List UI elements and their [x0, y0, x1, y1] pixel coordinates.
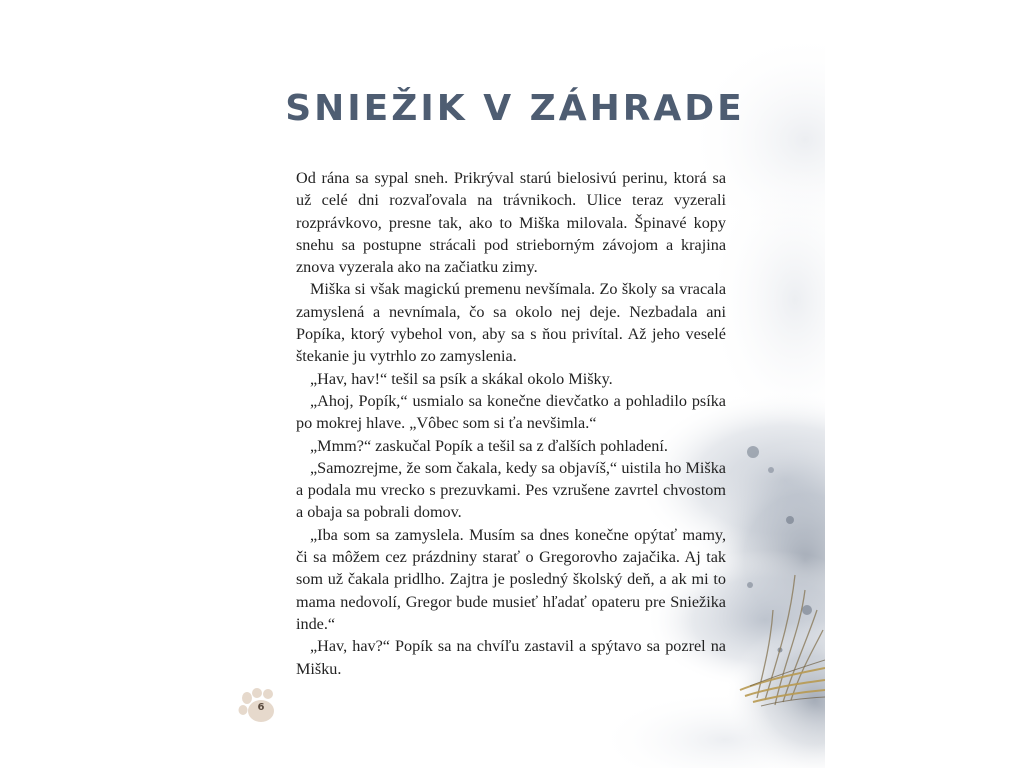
paragraph: „Hav, hav!“ tešil sa psík a skákal okolo Mišky.	[310, 369, 613, 388]
page-number: 6	[257, 702, 265, 713]
chapter-title: SNIEŽIK V ZÁHRADE	[285, 88, 745, 129]
paragraph: Miška si však magickú premenu nevšímala. Zo školy sa vracala zamyslená a nevnímala, čo sa okolo nej deje. Nezbadala ani Popíka, ktorý vybehol von, aby sa s ňou privítal. Až jeho veselé štekanie ju vytrhlo zo zamyslenia.	[296, 280, 726, 366]
paragraph: „Hav, hav?“ Popík sa na chvíľu zastavil a spýtavo sa pozrel na Mišku.	[296, 637, 726, 678]
paragraph: Od rána sa sypal sneh. Prikrýval starú bielosivú perinu, ktorá sa už celé dni rozvaľovala na trávnikoch. Ulice teraz vyzerali rozprávkovo, presne tak, ako to Miška milovala. Špinavé kopy snehu sa postupne strácali pod strieborným závojom a krajina znova vyzerala ako na začiatku zimy.	[296, 169, 726, 277]
page-number-badge	[238, 688, 278, 724]
paragraph: „Iba som sa zamyslela. Musím sa dnes konečne opýtať mamy, či sa môžem cez prázdniny starať o Gregorovho zajačika. Aj tak som už čakala pridlho. Zajtra je posledný školský deň, a ak mi to mama nedovolí, Gregor bude musieť hľadať opateru pre Sniežika inde.“	[296, 525, 726, 633]
book-page	[205, 0, 825, 768]
paragraph: „Mmm?“ zaskučal Popík a tešil sa z ďalších pohladení.	[310, 436, 668, 455]
paragraph: „Samozrejme, že som čakala, kedy sa objavíš,“ uistila ho Miška a podala mu vrecko s prezuvkami. Pes vzrušene zavrtel chvostom a obaja sa pobrali domov.	[296, 458, 726, 522]
story-text	[296, 167, 726, 680]
paragraph: „Ahoj, Popík,“ usmialo sa konečne dievčatko a pohladilo psíka po mokrej hlave. „Vôbec som si ťa nevšimla.“	[296, 391, 726, 433]
